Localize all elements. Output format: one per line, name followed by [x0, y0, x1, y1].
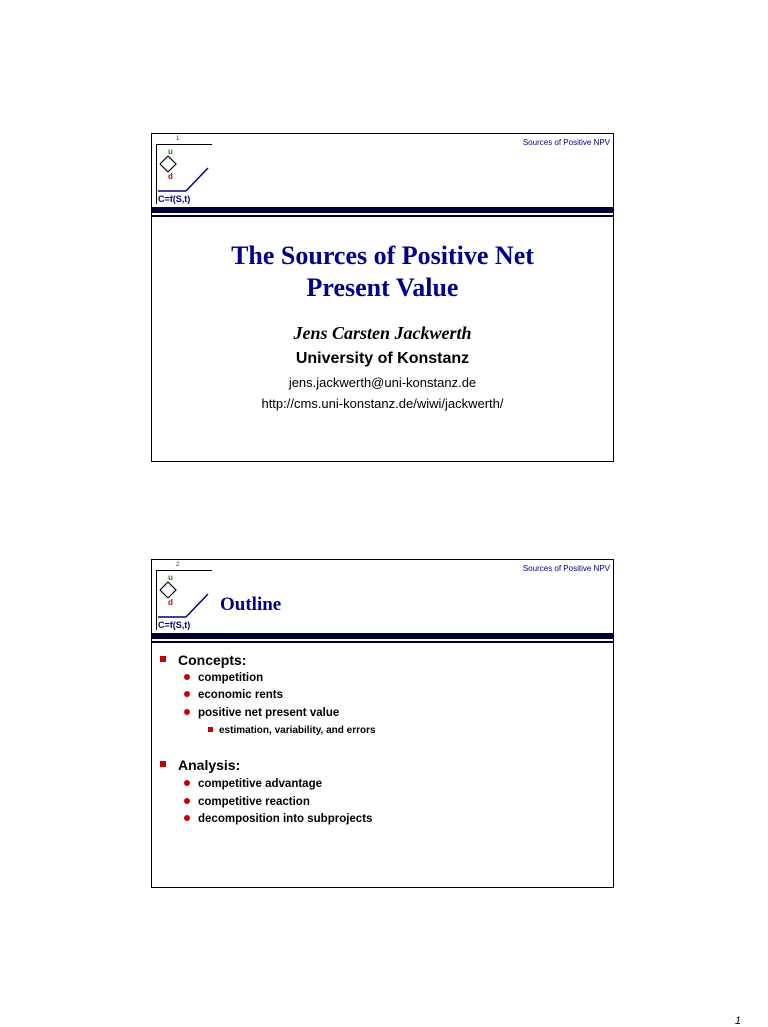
list-item: economic rents [184, 689, 283, 701]
affiliation: University of Konstanz [295, 350, 470, 367]
header-divider-thin [152, 641, 613, 643]
slide-title [152, 240, 613, 304]
slide-title-line-1: The Sources of Positive Net [231, 241, 534, 270]
logo-caption: C=f(S,t) [158, 194, 191, 204]
logo [156, 144, 214, 208]
slide-header-title: Sources of Positive NPV [522, 138, 610, 147]
logo-down-label: d [168, 598, 173, 607]
slide-title: Outline [220, 594, 282, 615]
slide-2 [151, 559, 614, 888]
slide-number: 1 [176, 136, 180, 142]
round-bullet-icon [184, 780, 190, 786]
list-item: competitive advantage [184, 778, 322, 790]
list-item: positive net present value [184, 707, 339, 719]
round-bullet-icon [184, 815, 190, 821]
list-item: competition [184, 672, 263, 684]
header-divider-thick [152, 633, 613, 639]
square-bullet-icon [160, 761, 166, 767]
square-bullet-icon [208, 727, 213, 732]
round-bullet-icon [184, 709, 190, 715]
section-heading: Concepts: [160, 652, 246, 668]
logo-up-label: u [168, 147, 173, 156]
section-heading: Analysis: [160, 757, 240, 773]
author-email: jens.jackwerth@uni-konstanz.de [288, 375, 477, 390]
slide-title-line-2: Present Value [306, 273, 459, 302]
round-bullet-icon [184, 798, 190, 804]
header-divider-thin [152, 215, 613, 217]
page-number: 1 [734, 1015, 741, 1027]
sub-list-item: estimation, variability, and errors [208, 725, 376, 736]
slide-number: 2 [176, 562, 180, 568]
logo-up-label: u [168, 573, 173, 582]
list-item: competitive reaction [184, 796, 310, 808]
logo [156, 570, 214, 634]
round-bullet-icon [184, 691, 190, 697]
author-url: http://cms.uni-konstanz.de/wiwi/jackwerth/ [261, 396, 504, 411]
logo-down-label: d [168, 172, 173, 181]
round-bullet-icon [184, 674, 190, 680]
slide-header-title: Sources of Positive NPV [522, 564, 610, 573]
slide-1 [151, 133, 614, 462]
list-item: decomposition into subprojects [184, 813, 372, 825]
square-bullet-icon [160, 656, 166, 662]
author-name: Jens Carsten Jackwerth [293, 323, 472, 343]
header-divider-thick [152, 207, 613, 213]
logo-caption: C=f(S,t) [158, 620, 191, 630]
